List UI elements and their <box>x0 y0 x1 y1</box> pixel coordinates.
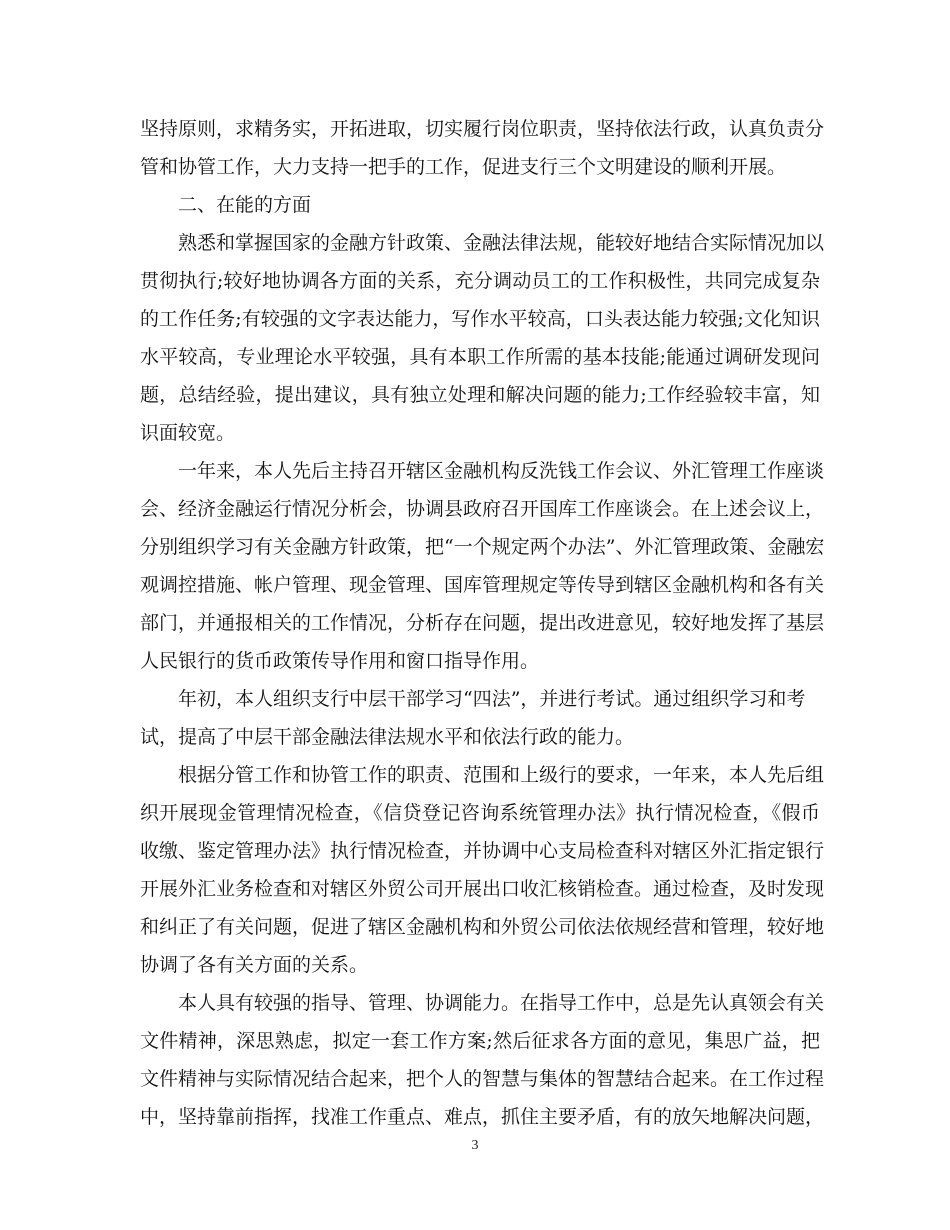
text-line: 观调控措施、帐户管理、现金管理、国库管理规定等传导到辖区金融机构和各有关 <box>140 574 825 596</box>
text-line: 收缴、鉴定管理办法》执行情况检查，并协调中心支局检查科对辖区外汇指定银行 <box>140 840 825 862</box>
section-heading: 二、在能的方面 <box>178 194 312 216</box>
text-line: 部门，并通报相关的工作情况，分析存在问题，提出改进意见，较好地发挥了基层 <box>140 612 825 634</box>
text-line: 本人具有较强的指导、管理、协调能力。在指导工作中，总是先认真领会有关 <box>178 992 825 1014</box>
text-line: 文件精神与实际情况结合起来，把个人的智慧与集体的智慧结合起来。在工作过程 <box>140 1068 825 1090</box>
text-line: 识面较宽。 <box>140 422 236 444</box>
text-line: 的工作任务;有较强的文字表达能力，写作水平较高，口头表达能力较强;文化知识 <box>140 308 820 330</box>
text-line: 试，提高了中层干部金融法律法规水平和依法行政的能力。 <box>140 726 635 748</box>
text-line: 协调了各有关方面的关系。 <box>140 954 369 976</box>
text-line: 开展外汇业务检查和对辖区外贸公司开展出口收汇核销检查。通过检查，及时发现 <box>140 878 825 900</box>
text-line: 水平较高，专业理论水平较强，具有本职工作所需的基本技能;能通过调研发现问 <box>140 346 820 368</box>
text-line: 文件精神，深思熟虑，拟定一套工作方案;然后征求各方面的意见，集思广益，把 <box>140 1030 820 1052</box>
text-line: 根据分管工作和协管工作的职责、范围和上级行的要求，一年来，本人先后组 <box>178 764 825 786</box>
text-line: 题，总结经验，提出建议，具有独立处理和解决问题的能力;工作经验较丰富，知 <box>140 384 820 406</box>
text-line: 中，坚持靠前指挥，找准工作重点、难点，抓住主要矛盾，有的放矢地解决问题， <box>140 1106 825 1128</box>
text-line: 人民银行的货币政策传导作用和窗口指导作用。 <box>140 650 540 672</box>
text-line: 坚持原则，求精务实，开拓进取，切实履行岗位职责，坚持依法行政，认真负责分 <box>140 118 825 140</box>
text-line: 会、经济金融运行情况分析会，协调县政府召开国库工作座谈会。在上述会议上， <box>140 498 825 520</box>
text-line: 年初，本人组织支行中层干部学习“四法”，并进行考试。通过组织学习和考 <box>178 688 806 710</box>
text-line: 贯彻执行;较好地协调各方面的关系，充分调动员工的工作积极性，共同完成复杂 <box>140 270 820 292</box>
text-line: 管和协管工作，大力支持一把手的工作，促进支行三个文明建设的顺利开展。 <box>140 156 787 178</box>
page-number: 3 <box>471 1138 479 1153</box>
text-line: 分别组织学习有关金融方针政策，把“一个规定两个办法”、外汇管理政策、金融宏 <box>140 536 825 558</box>
text-line: 一年来，本人先后主持召开辖区金融机构反洗钱工作会议、外汇管理工作座谈 <box>178 460 825 482</box>
text-line: 和纠正了有关问题，促进了辖区金融机构和外贸公司依法依规经营和管理，较好地 <box>140 916 825 938</box>
text-line: 熟悉和掌握国家的金融方针政策、金融法律法规，能较好地结合实际情况加以 <box>178 232 825 254</box>
text-line: 织开展现金管理情况检查，《信贷登记咨询系统管理办法》执行情况检查，《假币 <box>140 802 820 824</box>
